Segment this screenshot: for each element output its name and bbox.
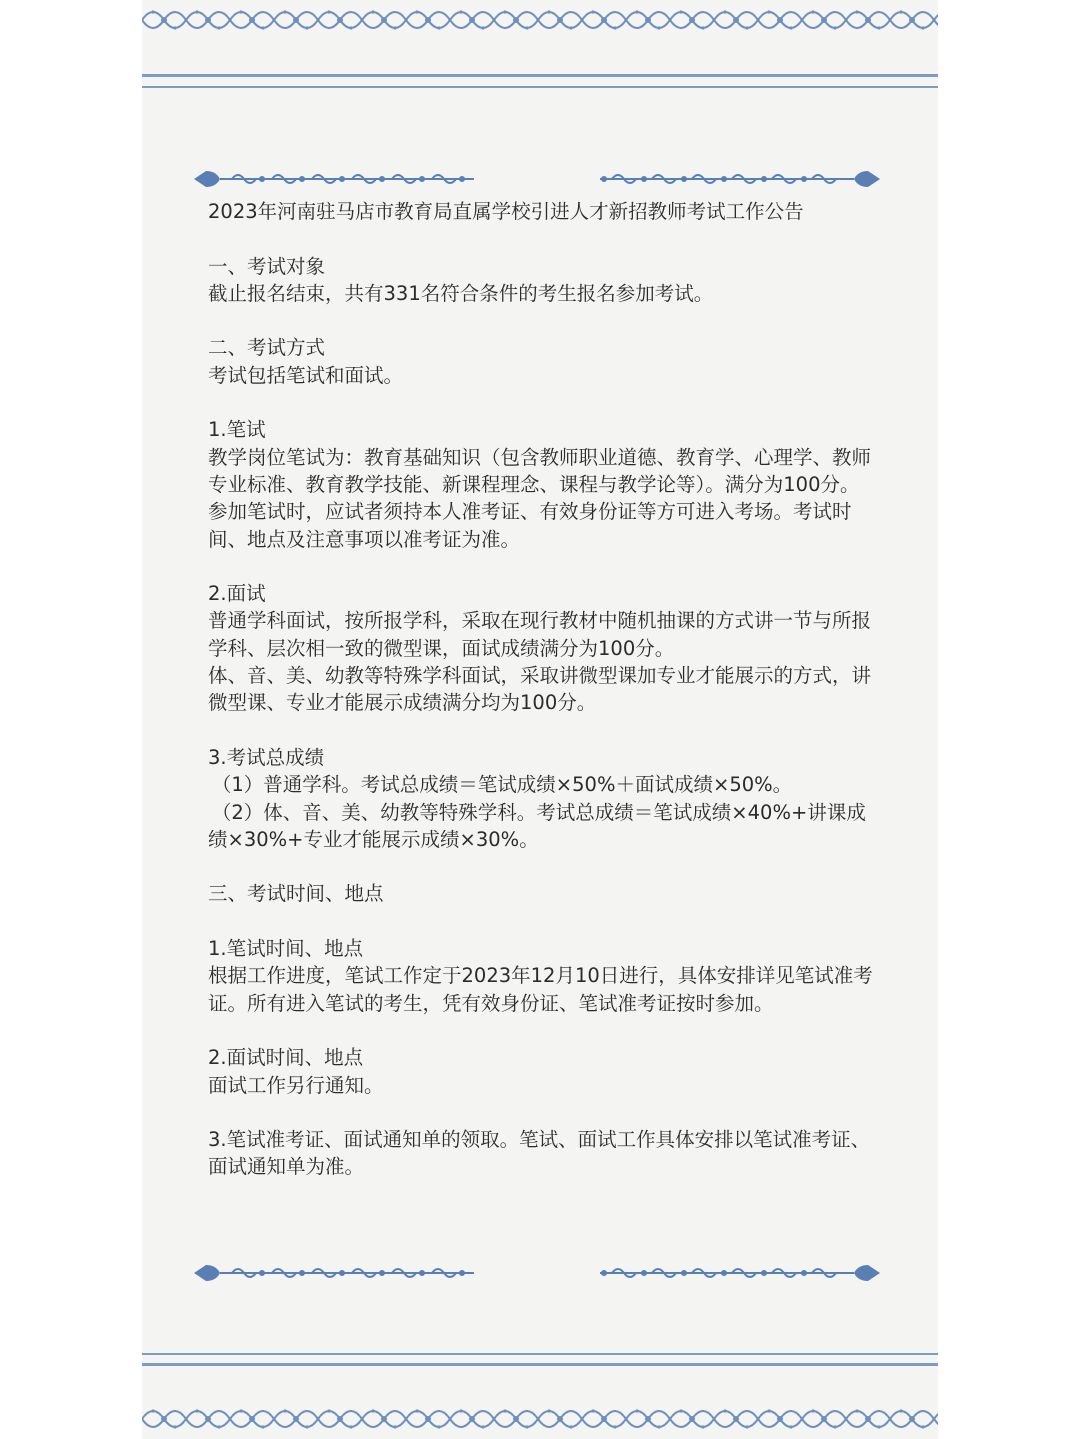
interview-time-heading: 2.面试时间、地点 (208, 1046, 364, 1070)
written-time-text: 根据工作进度，笔试工作定于2023年12月10日进行，具体安排详见笔试准考证。所有进入笔试的考生，凭有效身份证、笔试准考证按时参加。 (208, 964, 873, 1015)
written-exam-para2: 参加笔试时，应试者须持本人准考证、有效身份证等方可进入考场。考试时间、地点及注意事项以准考证为准。 (208, 500, 852, 551)
bottom-rule-thin (142, 1353, 938, 1355)
lace-border-bottom (142, 1399, 938, 1439)
written-exam-para1: 教学岗位笔试为：教育基础知识（包含教师职业道德、教育学、心理学、教师专业标准、教育教学技能、新课程理念、课程与教学论等）。满分为100分。 (208, 445, 872, 496)
total-score-heading: 3.考试总成绩 (208, 745, 325, 769)
section3-heading: 三、考试时间、地点 (208, 882, 384, 906)
written-exam-heading: 1.笔试 (208, 418, 266, 442)
admission-ticket-text: 3.笔试准考证、面试通知单的领取。笔试、面试工作具体安排以笔试准考证、面试通知单为准。 (208, 1128, 871, 1179)
interview-para1: 普通学科面试，按所报学科，采取在现行教材中随机抽课的方式讲一节与所报学科、层次相一致的微型课，面试成绩满分为100分。 (208, 609, 872, 660)
top-rule-thick (142, 74, 938, 77)
interview-time-text: 面试工作另行通知。 (208, 1073, 384, 1097)
announcement-body (208, 198, 873, 1181)
ornament-divider-bottom (192, 1261, 882, 1285)
section1-heading: 一、考试对象 (208, 254, 326, 278)
section1-text: 截止报名结束，共有331名符合条件的考生报名参加考试。 (208, 281, 714, 305)
written-time-heading: 1.笔试时间、地点 (208, 937, 364, 961)
lace-border-top (142, 0, 938, 40)
top-rule-thin (142, 86, 938, 88)
section2-heading: 二、考试方式 (208, 336, 326, 360)
total-score-item1: （1）普通学科。考试总成绩＝笔试成绩×50%＋面试成绩×50%。 (211, 773, 793, 797)
document-title: 2023年河南驻马店市教育局直属学校引进人才新招教师考试工作公告 (208, 200, 804, 223)
total-score-item2: （2）体、音、美、幼教等特殊学科。考试总成绩＝笔试成绩×40%+讲课成绩×30%+专业才能展示成绩×30%。 (208, 800, 866, 851)
ornament-divider-top (192, 167, 882, 191)
bottom-rule-thick (142, 1363, 938, 1366)
section2-text: 考试包括笔试和面试。 (208, 363, 404, 387)
interview-heading: 2.面试 (208, 582, 266, 606)
interview-para2: 体、音、美、幼教等特殊学科面试，采取讲微型课加专业才能展示的方式，讲微型课、专业才能展示成绩满分均为100分。 (208, 664, 872, 715)
